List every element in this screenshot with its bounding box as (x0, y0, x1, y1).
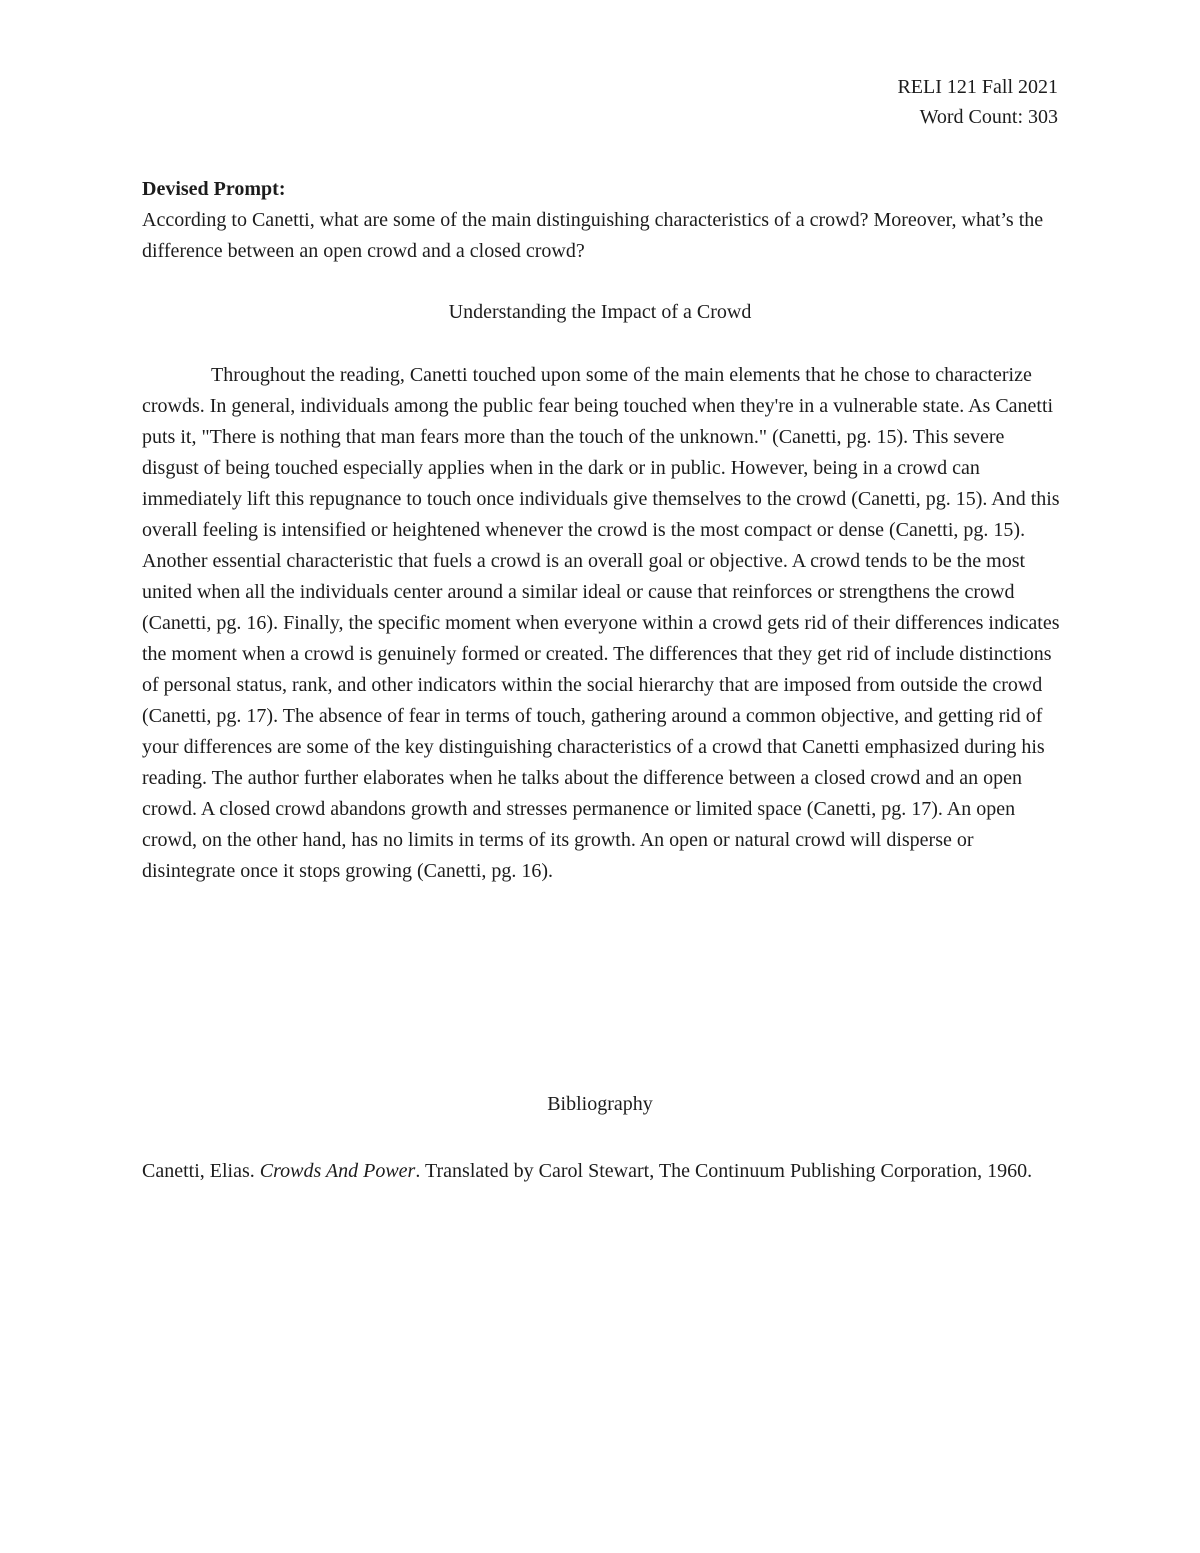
bibliography-entry (142, 1144, 1129, 1198)
essay-title: Understanding the Impact of a Crowd (448, 301, 752, 323)
word-count-line: Word Count: 303 (919, 106, 1058, 128)
course-line: RELI 121 Fall 2021 (897, 76, 1058, 98)
prompt-block (142, 174, 1072, 267)
bib-book-title: Crowds And Power (259, 1160, 416, 1182)
header-block (897, 72, 1058, 132)
bib-author: Canetti, Elias. (142, 1160, 260, 1182)
bibliography-title: Bibliography (547, 1093, 653, 1115)
bib-publication: . Translated by Carol Stewart, The Continuum Publishing Corporation, 1960. (415, 1160, 1033, 1182)
prompt-text: According to Canetti, what are some of the main distinguishing characteristics of a crowd? Moreover, what’s the difference between an open crowd and a closed crowd? (142, 209, 1044, 262)
essay-body: Throughout the reading, Canetti touched upon some of the main elements that he chose to characterize crowds. In general, individuals among the public fear being touched when they're in a vulnerable state. As Canetti puts it, "There is nothing that man fears more than the touch of the unknown." (Canetti, pg. 15). This severe disgust of being touched especially applies when in the dark or in public. However, being in a crowd can immediately lift this repugnance to touch once individuals give themselves to the crowd (Canetti, pg. 15). And this overall feeling is intensified or heightened whenever the crowd is the most compact or dense (Canetti, pg. 15). Another essential characteristic that fuels a crowd is an overall goal or objective. A crowd tends to be the most united when all the individuals center around a similar ideal or cause that reinforces or strengthens the crowd (Canetti, pg. 16). Finally, the specific moment when everyone within a crowd gets rid of their differences indicates the moment when a crowd is genuinely formed or created. The differences that they get rid of include distinctions of personal status, rank, and other indicators within the social hierarchy that are imposed from outside the crowd (Canetti, pg. 17). The absence of fear in terms of touch, gathering around a common objective, and getting rid of your differences are some of the key distinguishing characteristics of a crowd that Canetti emphasized during his reading. The author further elaborates when he talks about the difference between a closed crowd and an open crowd. A closed crowd abandons growth and stresses permanence or limited space (Canetti, pg. 17). An open crowd, on the other hand, has no limits in terms of its growth. An open or natural crowd will disperse or disintegrate once it stops growing (Canetti, pg. 16). (142, 364, 1060, 882)
prompt-heading: Devised Prompt: (142, 178, 286, 200)
